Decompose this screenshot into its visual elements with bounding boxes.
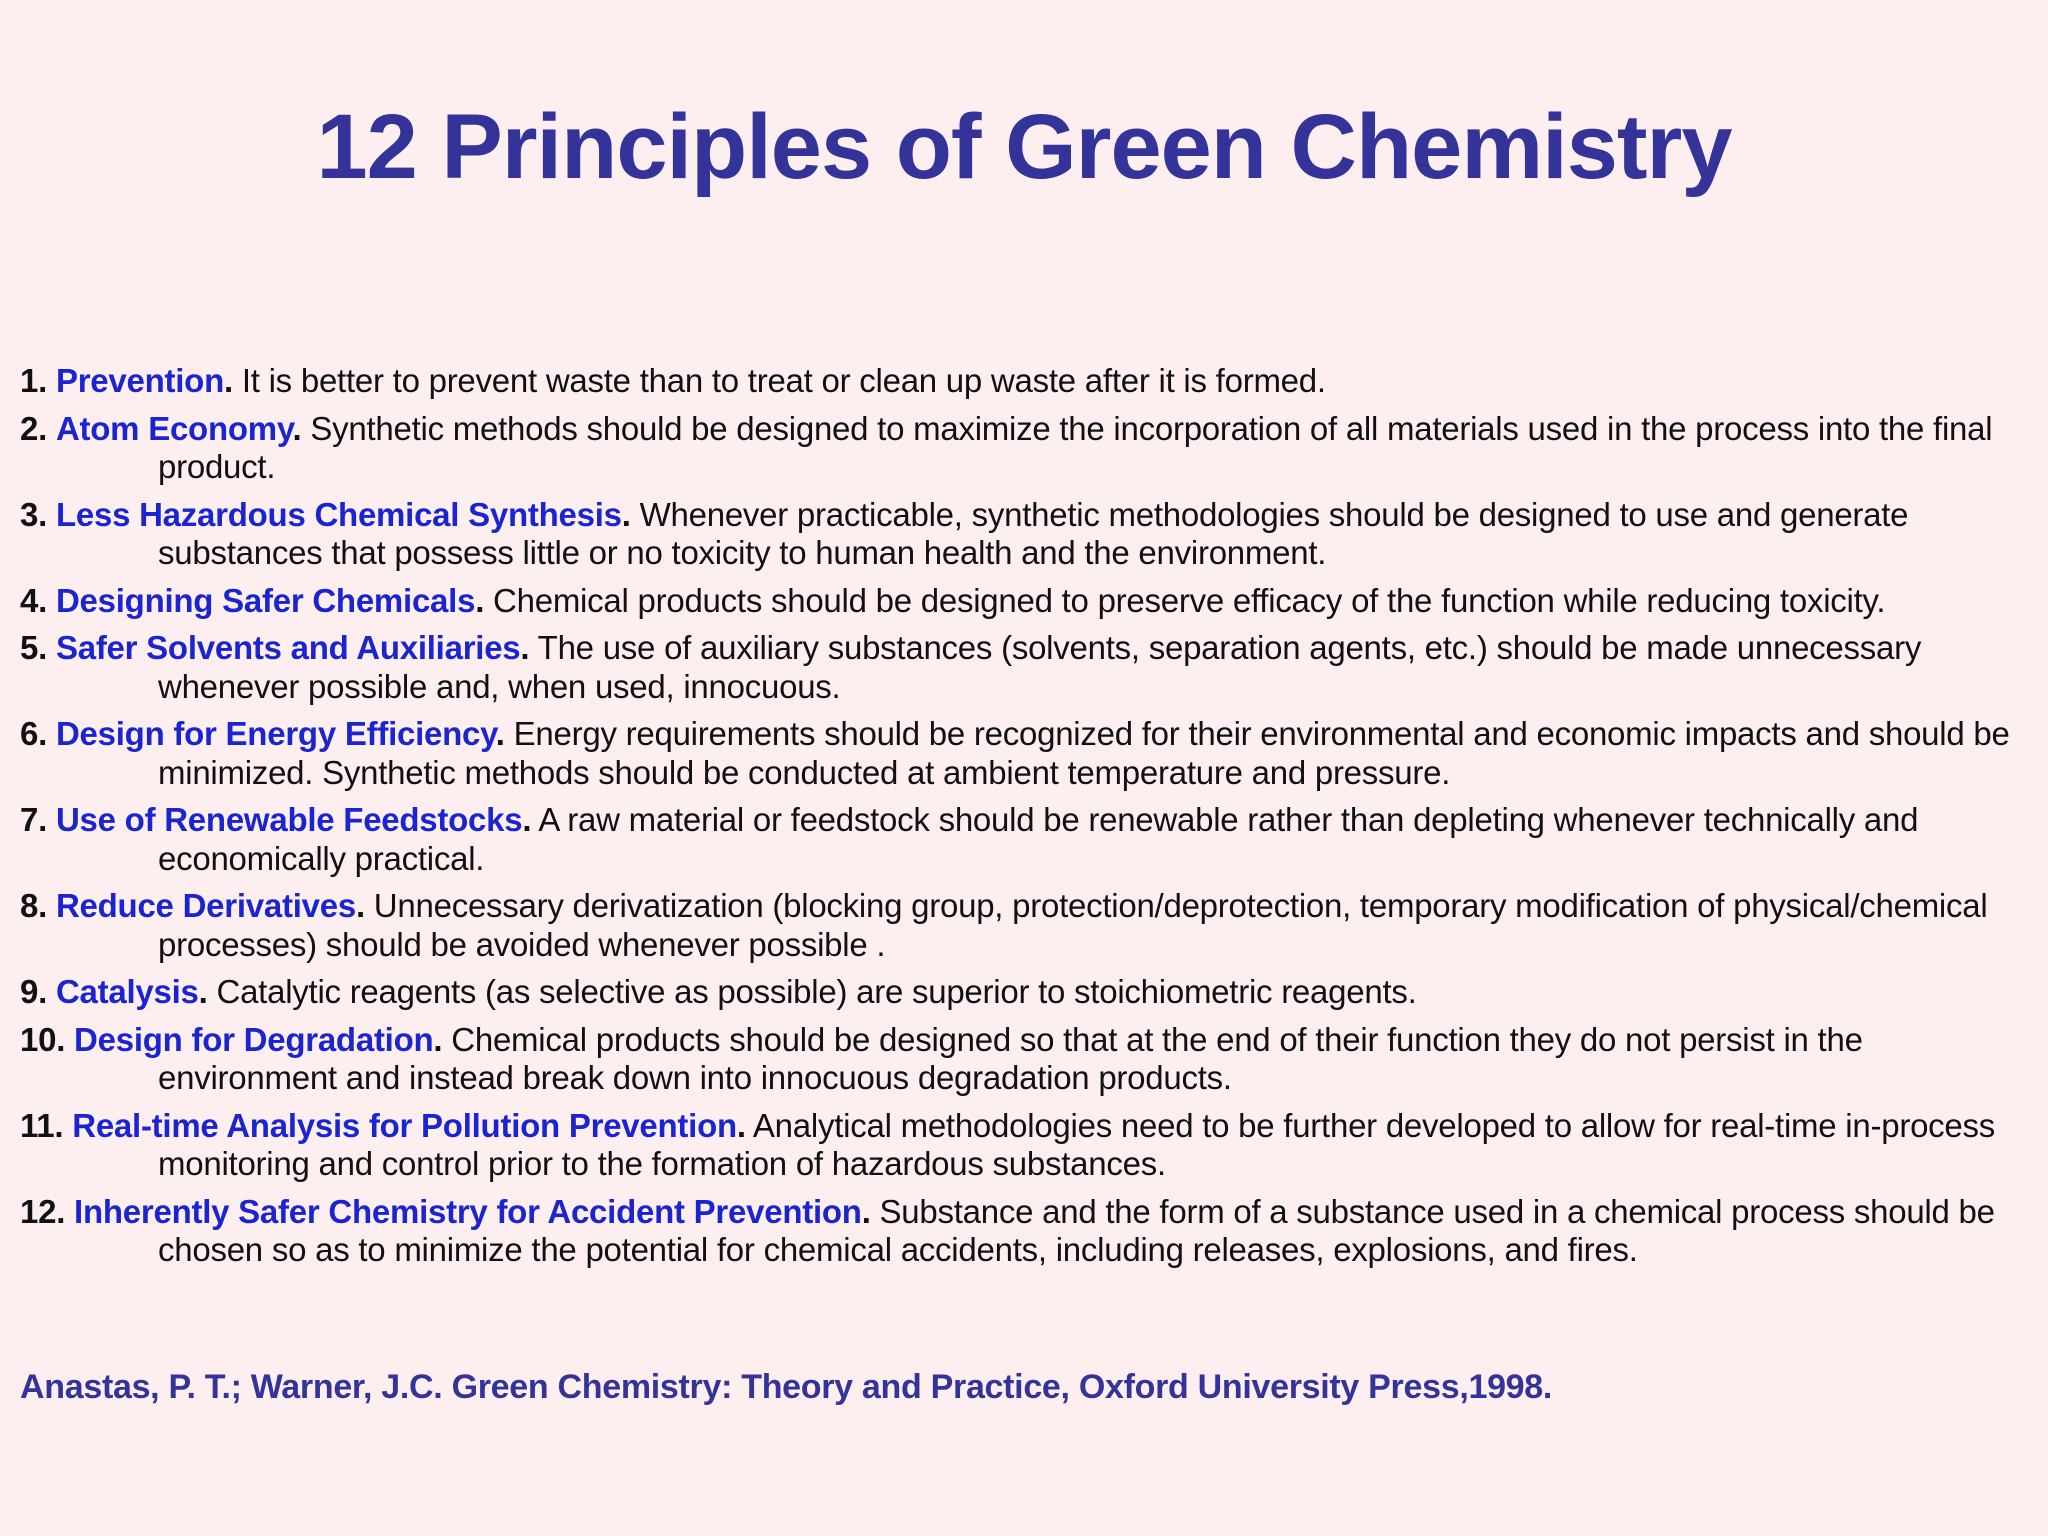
principle-name: Less Hazardous Chemical Synthesis (55, 495, 622, 533)
principle-item: 1. Prevention. It is better to prevent waste than to treat or clean up waste after it is formed. (20, 362, 1326, 399)
principle-text: A raw material or feedstock should be renewable rather than depleting whenever technically and economically practical. (158, 801, 1919, 877)
principle-item: 11. Real-time Analysis for Pollution Prevention. Analytical methodologies need to be further developed to allow for real-time in-process monitoring and control prior to the formation of hazardous substances. (20, 1106, 1996, 1182)
slide-title: 12 Principles of Green Chemistry (316, 96, 1732, 198)
citation: Anastas, P. T.; Warner, J.C. Green Chemistry: Theory and Practice, Oxford University Press,1998. (20, 1368, 1553, 1406)
principle-item: 7. Use of Renewable Feedstocks. A raw material or feedstock should be renewable rather than depleting whenever technically and economically practical. (20, 801, 1919, 877)
principle-item: 5. Safer Solvents and Auxiliaries. The use of auxiliary substances (solvents, separation agents, etc.) should be made unnecessary whenever possible and, when used, innocuous. (20, 629, 1922, 705)
principle-name: Design for Energy Efficiency (55, 715, 496, 752)
principle-number: 12. (20, 1192, 66, 1230)
principle-text: The use of auxiliary substances (solvents, separation agents, etc.) should be made unnecessary whenever possible and, when used, innocuous. (158, 629, 1922, 705)
principle-number: 8. (20, 887, 48, 924)
principle-text: Unnecessary derivatization (blocking group, protection/deprotection, temporary modification of physical/chemical processes) should be avoided whenever possible . (158, 887, 1988, 963)
principle-number: 3. (20, 495, 48, 533)
principle-number: 9. (20, 973, 48, 1010)
principle-item: 6. Design for Energy Efficiency. Energy requirements should be recognized for their environmental and economic impacts and should be minimized. Synthetic methods should be conducted at ambient temperature and pressure. (20, 715, 2010, 791)
principle-name: Safer Solvents and Auxiliaries (55, 629, 521, 666)
principle-number: 10. (20, 1020, 66, 1058)
principle-text: Synthetic methods should be designed to maximize the incorporation of all materials used in the process into the final product. (158, 409, 1993, 485)
principle-text: Whenever practicable, synthetic methodologies should be designed to use and generate substances that possess little or no toxicity to human health and the environment. (158, 495, 1909, 571)
principle-name: Inherently Safer Chemistry for Accident Prevention (74, 1192, 862, 1230)
principle-name: Real-time Analysis for Pollution Prevention (72, 1106, 737, 1144)
principle-text: Chemical products should be designed so that at the end of their function they do not persist in the environment and instead break down into innocuous degradation products. (158, 1020, 1863, 1096)
principle-number: 5. (20, 629, 48, 666)
principle-text: Catalytic reagents (as selective as possible) are superior to stoichiometric reagents. (216, 973, 1417, 1010)
principle-name: Reduce Derivatives (55, 887, 356, 924)
principle-number: 7. (20, 801, 48, 838)
principle-item: 4. Designing Safer Chemicals. Chemical products should be designed to preserve efficacy of the function while reducing toxicity. (20, 581, 1886, 619)
principles-list (20, 362, 2035, 1279)
principle-text: Chemical products should be designed to preserve efficacy of the function while reducing toxicity. (493, 581, 1886, 619)
principle-number: 11. (20, 1106, 64, 1144)
principle-item: 12. Inherently Safer Chemistry for Accident Prevention. Substance and the form of a substance used in a chemical process should be chosen so as to minimize the potential for chemical accidents, including releases, explosions, and fires. (20, 1192, 1995, 1268)
principle-item: 3. Less Hazardous Chemical Synthesis. Whenever practicable, synthetic methodologies should be designed to use and generate substances that possess little or no toxicity to human health and the environment. (20, 495, 1909, 571)
principle-item: 2. Atom Economy. Synthetic methods should be designed to maximize the incorporation of all materials used in the process into the final product. (20, 409, 1993, 485)
principle-name: Prevention (55, 362, 224, 399)
principle-text: It is better to prevent waste than to treat or clean up waste after it is formed. (241, 362, 1326, 399)
principle-number: 6. (20, 715, 48, 752)
principle-name: Atom Economy (55, 409, 293, 447)
principle-text: Substance and the form of a substance used in a chemical process should be chosen so as to minimize the potential for chemical accidents, including releases, explosions, and fires. (158, 1192, 1995, 1268)
principle-number: 2. (20, 409, 48, 447)
principle-text: Energy requirements should be recognized for their environmental and economic impacts and should be minimized. Synthetic methods should be conducted at ambient temperature and pressure. (158, 715, 2010, 791)
principle-name: Catalysis (55, 973, 199, 1010)
principle-item: 10. Design for Degradation. Chemical products should be designed so that at the end of their function they do not persist in the environment and instead break down into innocuous degradation products. (20, 1020, 1863, 1096)
principle-number: 1. (20, 362, 48, 399)
principle-name: Design for Degradation (74, 1020, 434, 1058)
principle-item: 9. Catalysis. Catalytic reagents (as selective as possible) are superior to stoichiometric reagents. (20, 973, 1417, 1010)
principle-text: Analytical methodologies need to be further developed to allow for real-time in-process monitoring and control prior to the formation of hazardous substances. (158, 1106, 1996, 1182)
principle-name: Designing Safer Chemicals (55, 581, 476, 619)
principle-item: 8. Reduce Derivatives. Unnecessary derivatization (blocking group, protection/deprotection, temporary modification of physical/chemical processes) should be avoided whenever possible . (20, 887, 1988, 963)
principle-name: Use of Renewable Feedstocks (55, 801, 523, 838)
principle-number: 4. (20, 581, 48, 619)
